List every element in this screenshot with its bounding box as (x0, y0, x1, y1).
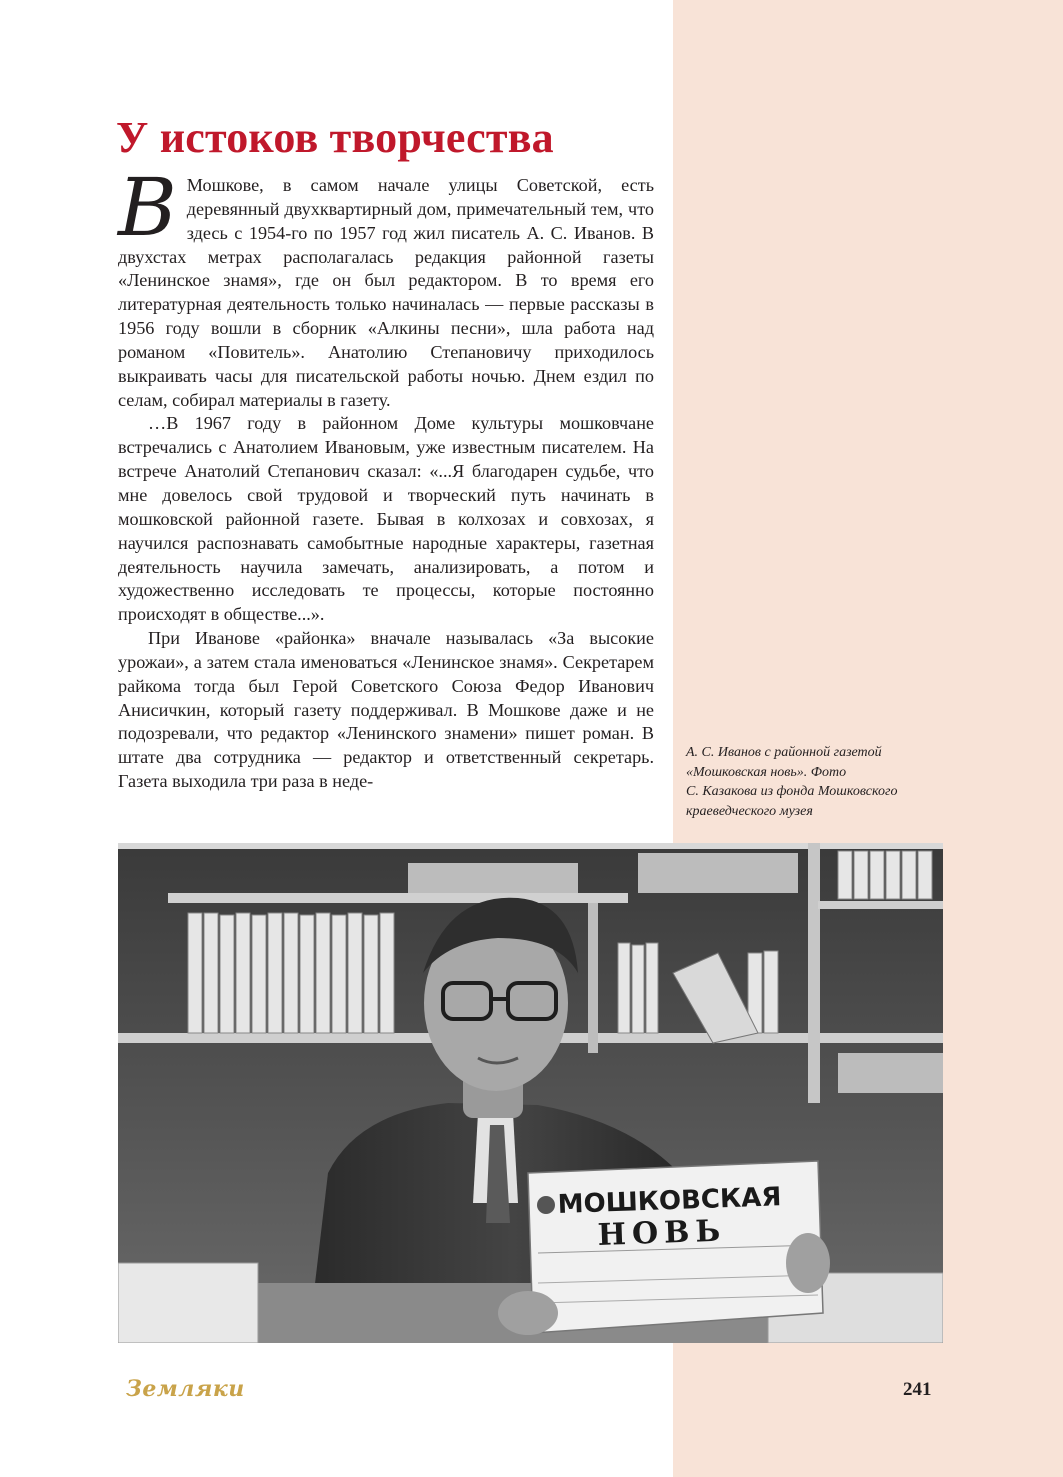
photo (118, 843, 943, 1343)
newspaper-name-line2: НОВЬ (597, 1213, 727, 1253)
caption-line-1: А. С. Иванов с районной газетой (686, 745, 882, 760)
paragraph-1 (118, 161, 654, 412)
photo-caption (686, 743, 956, 821)
drop-cap: В (118, 161, 177, 254)
paragraph-3: При Иванове «районка» вначале называлась «За высокие урожаи», а затем стала именоваться «Ленинское знамя». Секретарем райкома тогда был Герой Советского Союза Федор Иванович Анисичкин, который газету поддерживал. В Мошкове даже и не подозревали, что редактор «Ленинского знамени» пишет роман. В штате два сотрудника — редактор и ответственный секретарь. Газета выходила три раза в неде- (118, 628, 654, 792)
article-title: У истоков творчества (116, 113, 554, 162)
page-number: 241 (903, 1379, 932, 1400)
newspaper-name-line1: МОШКОВСКАЯ (557, 1182, 782, 1220)
paragraph-1-text: Мошкове, в самом начале улицы Советской, есть деревянный двухквартирный дом, примечательный тем, что здесь с 1954-го по 1957 год жил писатель А. С. Иванов. В двухстах метрах располагалась редакция районной газеты «Ленинское знамя», где он был редактором. В то время его литературная деятельность только начиналась — первые рассказы в 1956 году вошли в сборник «Алкины песни», шла работа над романом «Повитель». Анатолию Степановичу приходилось выкраивать часы для писательской работы ночью. Днем ездил по селам, собирал материалы в газету. (118, 175, 654, 410)
footer-logo: Земляки (126, 1376, 245, 1402)
caption-line-2: «Мошковская новь». Фото (686, 764, 847, 780)
caption-line-4: краеведческого музея (686, 803, 813, 819)
caption-line-3: С. Казакова из фонда Мошковского (686, 784, 898, 800)
article-body (118, 161, 654, 794)
photo-illustration (118, 843, 943, 1343)
paragraph-2: …В 1967 году в районном Доме культуры мошковчане встречались с Анатолием Ивановым, уже известным писателем. На встрече Анатолий Степанович сказал: «...Я благодарен судьбе, что мне довелось свой трудовой и творческий путь начинать в мошковской районной газете. Бывая в колхозах и совхозах, я научился распознавать самобытные народные характеры, газетная деятельность научила замечать, анализировать, а потом и художественно исследовать те процессы, которые постоянно происходят в обществе...». (118, 413, 654, 625)
